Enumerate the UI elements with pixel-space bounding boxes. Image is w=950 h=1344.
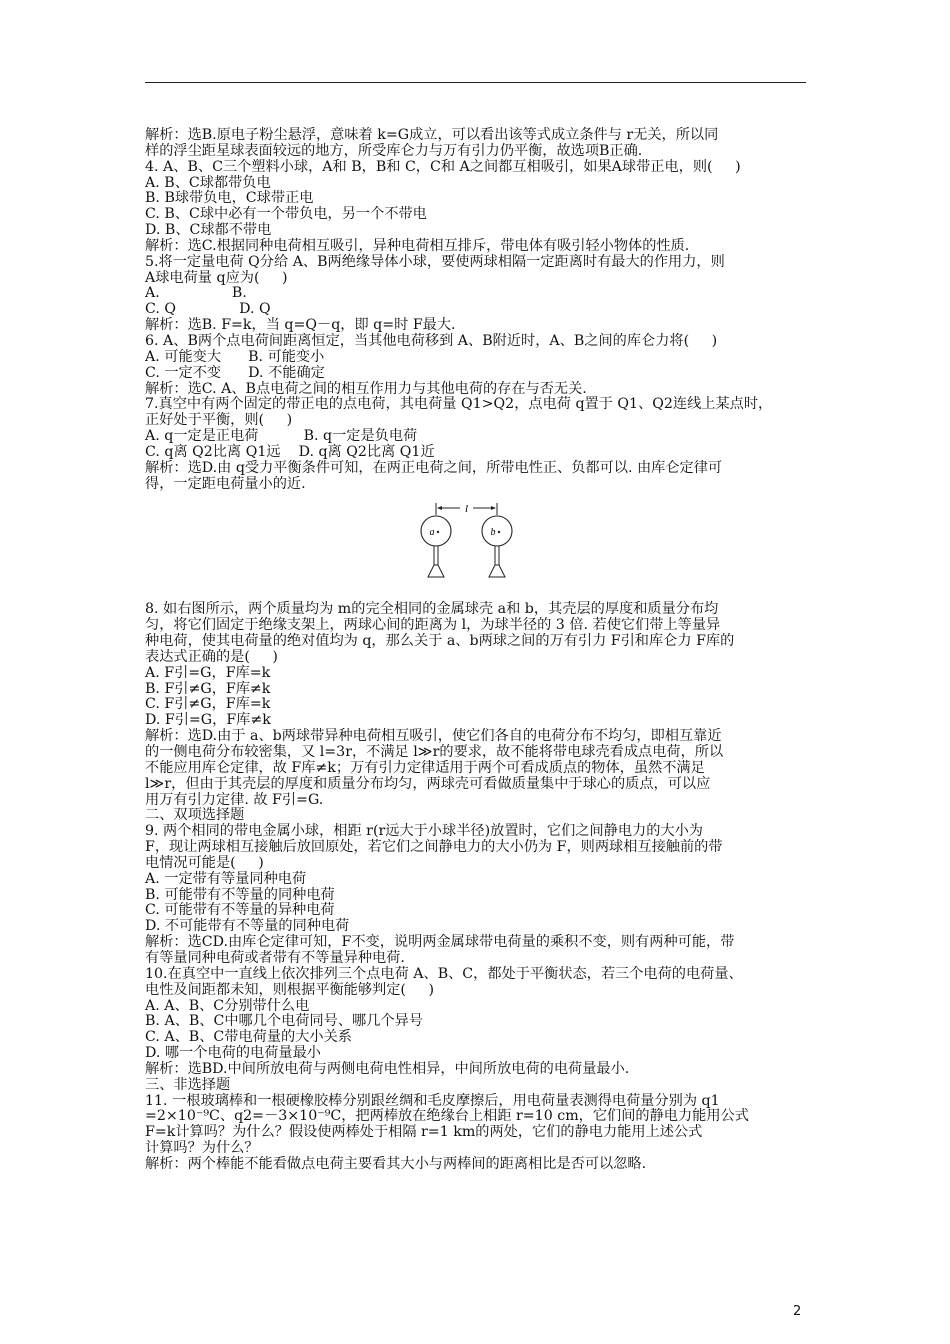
text-line: D. F引=G，F库≠k (145, 712, 271, 729)
text-line: D. B、C球都不带电 (145, 222, 272, 239)
text-line: 11. 一根玻璃棒和一根硬橡胶棒分别跟丝绸和毛皮摩擦后，用电荷量表测得电荷量分别为 q1 (145, 1092, 720, 1109)
text-line: D. 不可能带有不等量的同种电荷 (145, 918, 350, 935)
text-line: A. F引=G，F库=k (145, 664, 271, 681)
two-spheres-diagram (417, 500, 537, 592)
text-line: 5.将一定量电荷 Q分给 A、B两绝缘导体小球，要使两球相隔一定距离时有最大的作用力，则 (145, 253, 725, 270)
text-line: 9. 两个相同的带电金属小球，相距 r(r远大于小球半径)放置时，它们之间静电力的大小为 (145, 823, 703, 840)
text-line: 6. A、B两个点电荷间距离恒定，当其他电荷移到 A、B附近时，A、B之间的库仑力将( ) (145, 332, 718, 349)
dimension-arrow-left (437, 506, 442, 510)
text-line: 解析：选CD.由库仑定律可知，F不变，说明两金属球带电荷量的乘积不变，则有两种可能，带 (145, 934, 735, 951)
text-line: 不能应用库仑定律，故 F库≠k；万有引力定律适用于两个可看成质点的物体，虽然不满足 (145, 759, 705, 776)
text-block-2 (145, 602, 810, 1172)
text-line: A球电荷量 q应为( ) (145, 269, 288, 286)
text-line: 有等量同种电荷或者带有不等量异种电荷. (145, 949, 405, 966)
text-line: C. 一定不变 D. 不能确定 (145, 364, 325, 381)
text-block-1 (145, 128, 810, 492)
stand-a (428, 565, 444, 577)
text-line: B. A、B、C中哪几个电荷同号、哪几个异号 (145, 1013, 423, 1030)
text-line: C. q离 Q2比离 Q1远 D. q离 Q2比离 Q1近 (145, 443, 435, 460)
text-line: 样的浮尘距星球表面较远的地方，所受库仑力与万有引力仍平衡，故选项B正确. (145, 142, 643, 159)
text-line: 表达式正确的是( ) (145, 648, 278, 665)
sphere-a (421, 516, 451, 546)
text-line: 解析：选D.由 q受力平衡条件可知，在两正电荷之间，所带电性正、负都可以. 由库仑定律可 (145, 459, 723, 476)
sphere-a-center (437, 531, 439, 533)
page-number: 2 (793, 1304, 802, 1319)
dimension-arrow-right (491, 506, 496, 510)
text-line: C. F引≠G，F库=k (145, 696, 271, 713)
text-line: A. B、C球都带负电 (145, 174, 271, 191)
text-line: 得，一定距电荷量小的近. (145, 475, 306, 492)
text-line: 种电荷，使其电荷量的绝对值均为 q，那么关于 a、b两球之间的万有引力 F引和库仑力 F库的 (145, 633, 735, 650)
text-line: 解析：选C.根据同种电荷相互吸引，异种电荷相互排斥，带电体有吸引轻小物体的性质. (145, 237, 690, 254)
text-line: B. 可能带有不等量的同种电荷 (145, 886, 335, 903)
text-line: 电情况可能是( ) (145, 854, 264, 871)
text-line: l≫r，但由于其壳层的厚度和质量分布均匀，两球壳可看做质量集中于球心的质点，可以应 (145, 775, 711, 792)
header-rule (145, 82, 806, 83)
text-line: 解析：选C. A、B点电荷之间的相互作用力与其他电荷的存在与否无关. (145, 380, 587, 397)
text-line: 解析：两个棒能不能看做点电荷主要看其大小与两棒间的距离相比是否可以忽略. (145, 1155, 647, 1172)
sphere-a-label: a (429, 527, 435, 539)
sphere-b (482, 516, 512, 546)
sphere-b-center (498, 531, 500, 533)
stand-b (489, 565, 505, 577)
text-line: B. F引≠G，F库≠k (145, 680, 271, 697)
text-line: 解析：选B. F=k，当 q=Q－q，即 q=时 F最大. (145, 317, 456, 334)
text-line: A. B. (145, 285, 247, 302)
text-line: 的一侧电荷分布较密集，又 l=3r，不满足 l≫r的要求，故不能将带电球壳看成点电荷，所以 (145, 744, 724, 760)
text-line: C. A、B、C带电荷量的大小关系 (145, 1029, 352, 1046)
text-line: 10.在真空中一直线上依次排列三个点电荷 A、B、C，都处于平衡状态，若三个电荷的电荷量、 (145, 965, 743, 982)
text-line: A. A、B、C分别带什么电 (145, 997, 310, 1014)
text-line: C. B、C球中必有一个带负电，另一个不带电 (145, 206, 427, 223)
distance-label: l (464, 503, 469, 516)
text-line: 二、双项选择题 (145, 807, 245, 824)
text-line: 用万有引力定律. 故 F引=G. (145, 791, 324, 808)
text-line: 解析：选BD.中间所放电荷与两侧电荷电性相异，中间所放电荷的电荷量最小. (145, 1060, 630, 1077)
text-line: 解析：选B.原电子粉尘悬浮，意味着 k=G成立，可以看出该等式成立条件与 r无关，所以同 (145, 127, 719, 143)
text-line: A. 一定带有等量同种电荷 (145, 870, 307, 887)
text-line: F，现让两球相互接触后放回原处，若它们之间静电力的大小仍为 F，则两球相互接触前的带 (145, 839, 723, 856)
text-line: 三、非选择题 (145, 1076, 231, 1093)
sphere-b-label: b (490, 527, 496, 539)
two-spheres-figure (145, 500, 810, 592)
text-line: D. 哪一个电荷的电荷量最小 (145, 1045, 321, 1062)
text-line: 电性及间距都未知，则根据平衡能够判定( ) (145, 981, 434, 998)
text-line: =2×10⁻⁹C、q2=－3×10⁻⁹C，把两棒放在绝缘台上相距 r=10 cm，它们间的静电力能用公式 (145, 1108, 749, 1125)
text-line: A. q一定是正电荷 B. q一定是负电荷 (145, 428, 418, 445)
text-line: A. 可能变大 B. 可能变小 (145, 348, 325, 365)
text-line: 7.真空中有两个固定的带正电的点电荷，其电荷量 Q1>Q2，点电荷 q置于 Q1、Q2连线上某点时， (145, 396, 773, 413)
text-line: 计算吗？为什么？ (145, 1140, 259, 1157)
text-line: 解析：选D.由于 a、b两球带异种电荷相互吸引，使它们各自的电荷分布不均匀，即相互靠近 (145, 728, 722, 745)
text-line: 8. 如右图所示，两个质量均为 m的完全相同的金属球壳 a和 b，其壳层的厚度和质量分布均 (145, 601, 719, 618)
text-line: 4. A、B、C三个塑料小球，A和 B，B和 C，C和 A之间都互相吸引，如果A球带正电，则( ) (145, 158, 741, 175)
text-line: F=k计算吗？为什么？假设使两棒处于相隔 r=1 km的两处，它们的静电力能用上述公式 (145, 1124, 703, 1141)
text-line: C. Q D. Q (145, 301, 271, 318)
text-line: 正好处于平衡，则( ) (145, 412, 293, 429)
text-line: 匀，将它们固定于绝缘支架上，两球心间的距离为 l，为球半径的 3 倍. 若使它们带上等量异 (145, 617, 721, 634)
page-content (145, 128, 810, 1173)
text-line: C. 可能带有不等量的异种电荷 (145, 902, 335, 919)
text-line: B. B球带负电，C球带正电 (145, 190, 314, 207)
